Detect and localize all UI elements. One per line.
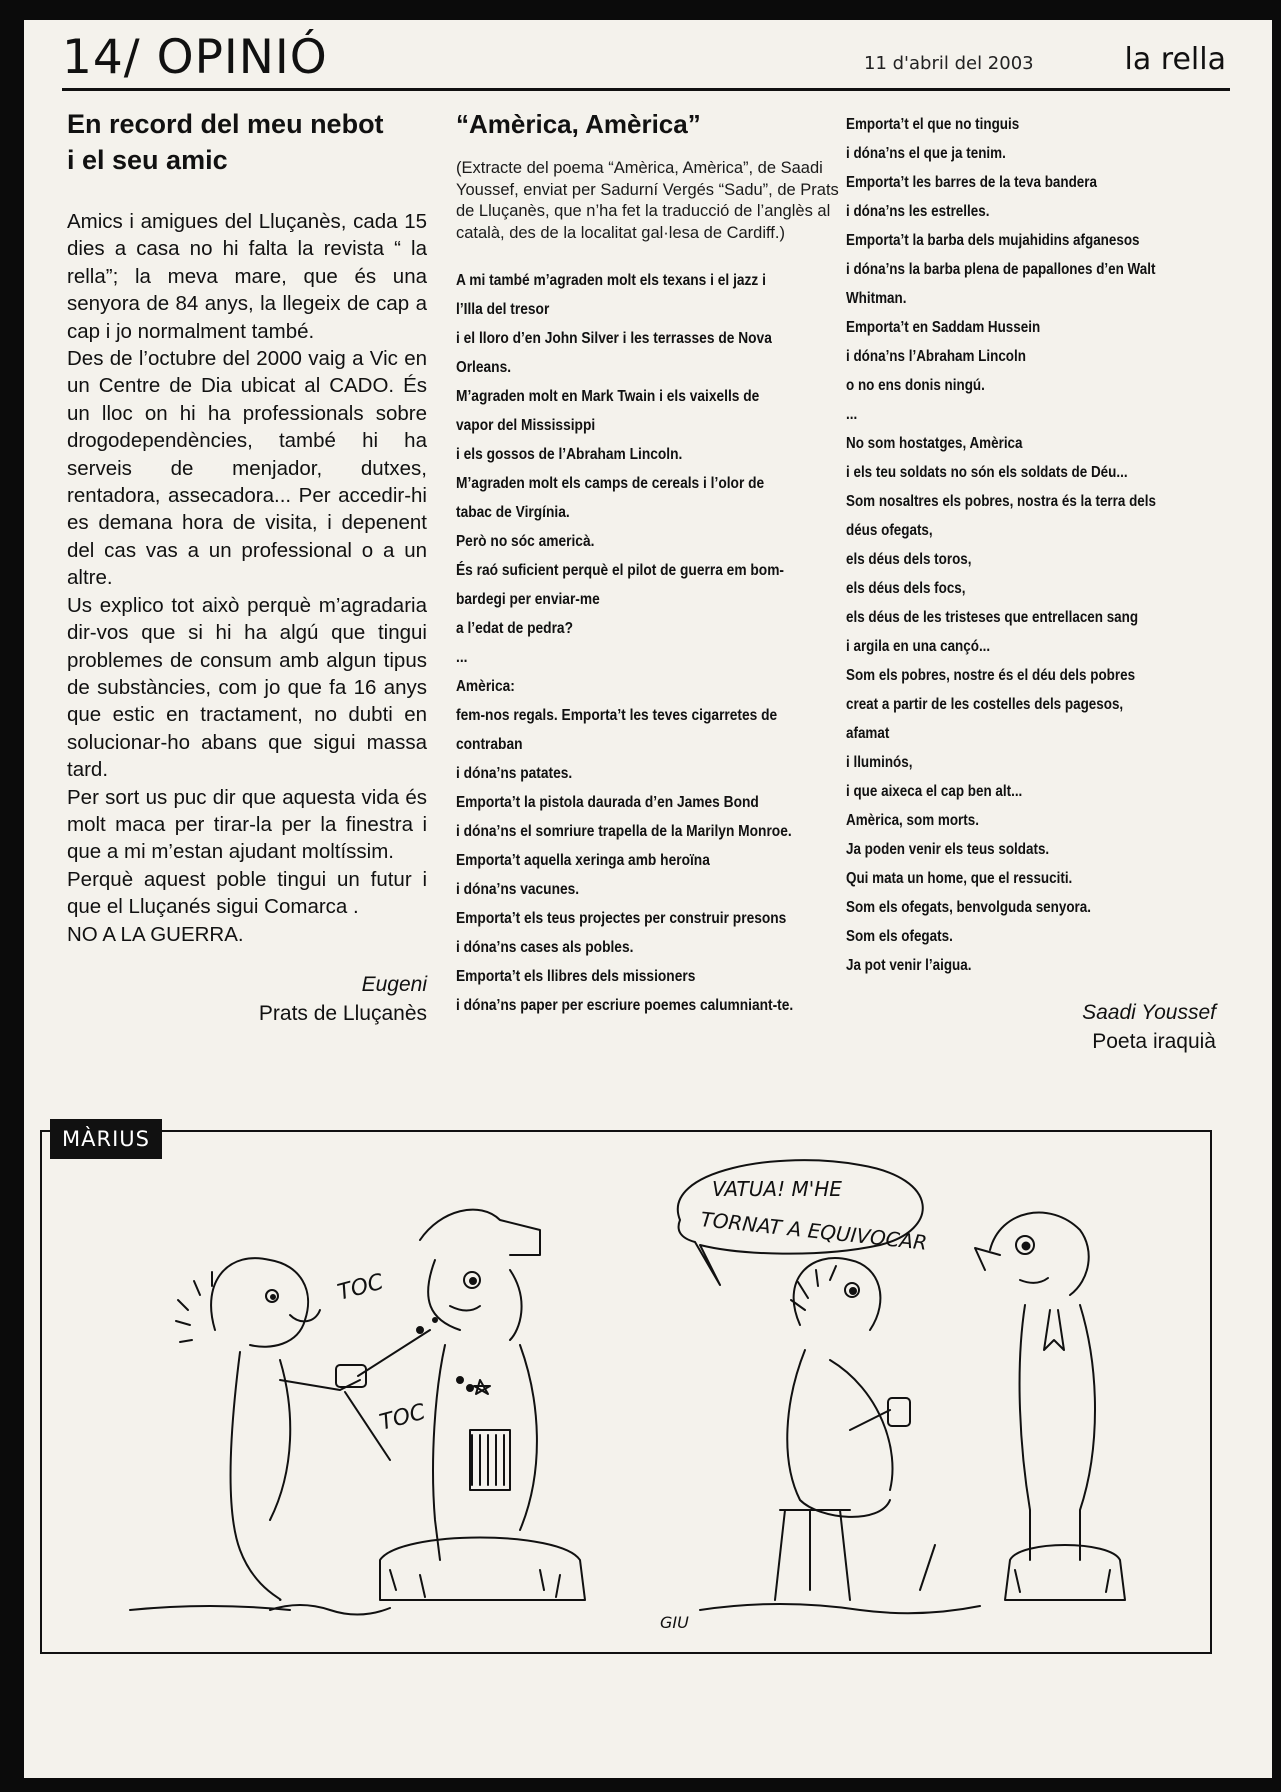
poem-line: Whitman. <box>846 290 907 307</box>
poem-line: vapor del Mississippi <box>456 417 596 434</box>
poem-line: a l’edat de pedra? <box>456 620 574 637</box>
poem-line: i dóna’ns les estrelles. <box>846 203 990 220</box>
poem-line: Emporta’t en Saddam Hussein <box>846 319 1041 336</box>
article-body <box>67 208 427 948</box>
poem-line: tabac de Virgínia. <box>456 504 570 521</box>
poem-line: Emporta’t els llibres dels missioners <box>456 968 696 985</box>
author-name: Eugeni <box>361 972 427 996</box>
poem-line: i dóna’ns l’Abraham Lincoln <box>846 348 1026 365</box>
poem-continuation <box>846 106 1244 1056</box>
poem-line: Som els pobres, nostre és el déu dels pobres <box>846 667 1136 684</box>
header-rule <box>62 88 1230 91</box>
poem-line: Emporta’t la barba dels mujahidins afganesos <box>846 232 1140 249</box>
paragraph: Perquè aquest poble tingui un futur i que el Lluçanés sigui Comarca . <box>67 867 427 919</box>
poem-line: Amèrica, som morts. <box>846 812 979 829</box>
article-title <box>67 106 427 178</box>
poem-column-2 <box>846 110 1244 980</box>
poem-line: Però no sóc americà. <box>456 533 595 550</box>
poem-line: i dóna’ns paper per escriure poemes calumniant-te. <box>456 997 794 1014</box>
poem-line: i dóna’ns cases als pobles. <box>456 939 634 956</box>
poem-line: bardegi per enviar-me <box>456 591 600 608</box>
poem-line: M’agraden molt en Mark Twain i els vaixells de <box>456 388 760 405</box>
poem-line: i el lloro d’en John Silver i les terrasses de Nova <box>456 330 772 347</box>
poem-line: i lluminós, <box>846 754 913 771</box>
poem-line: Emporta’t les barres de la teva bandera <box>846 174 1097 191</box>
poem-signature <box>846 998 1216 1056</box>
poem-line: Ja pot venir l’aigua. <box>846 957 972 974</box>
poem-line: Emporta’t la pistola daurada d’en James Bond <box>456 794 759 811</box>
poem-title: “Amèrica, Amèrica” <box>456 109 701 139</box>
magazine-name: la rella <box>1124 42 1226 77</box>
article-poem <box>456 106 846 1020</box>
poem-line: Som els ofegats, benvolguda senyora. <box>846 899 1091 916</box>
speech-text-line1: VATUA! M'HE <box>712 1177 842 1201</box>
poem-line: i dóna’ns vacunes. <box>456 881 580 898</box>
poem-line: Qui mata un home, que el ressuciti. <box>846 870 1073 887</box>
poem-line: o no ens donis ningú. <box>846 377 985 394</box>
speech-text-line2: TORNAT A EQUIVOCAR <box>699 1207 929 1255</box>
poet-role: Poeta iraquià <box>1092 1030 1216 1053</box>
poem-line: Emporta’t el que no tinguis <box>846 116 1020 133</box>
cartoonist-signature: GIU <box>660 1613 689 1632</box>
poem-line: i que aixeca el cap ben alt... <box>846 783 1023 800</box>
paragraph: Us explico tot això perquè m’agradaria dir-vos que si hi ha algú que tingui problemes de consum amb algun tipus de substàncies, com jo que fa 16 anys que estic en tractament, no dubti en solucionar-ho abans que sigui massa tard. <box>67 593 427 782</box>
poem-column-1 <box>456 266 809 1020</box>
poem-line: i dóna’ns patates. <box>456 765 573 782</box>
poem-line: Ja poden venir els teus soldats. <box>846 841 1050 858</box>
figure-sculptor-right <box>775 1258 935 1600</box>
poem-intro: (Extracte del poema “Amèrica, Amèrica”, de Saadi Youssef, enviat per Sadurní Vergés “Sadu”, de Prats de Lluçanès, que n’ha fet la traducció de l’anglès al català, des de la localitat gal·lesa de Cardiff.) <box>456 159 839 242</box>
author-place: Prats de Lluçanès <box>258 1001 427 1025</box>
poem-line: contraban <box>456 736 523 753</box>
article-signature <box>67 970 427 1028</box>
poem-line: A mi també m’agraden molt els texans i el jazz i <box>456 272 766 289</box>
poem-line: i argila en una cançó... <box>846 638 991 655</box>
article-letter <box>67 106 427 1028</box>
article-title-line1: En record del meu nebot <box>67 109 384 139</box>
sfx-toc-2: TOC <box>377 1399 429 1436</box>
poem-line: Amèrica: <box>456 678 515 695</box>
paragraph: NO A LA GUERRA. <box>67 922 244 946</box>
poem-line: afamat <box>846 725 890 742</box>
poem-line: i dóna’ns el somriure trapella de la Marilyn Monroe. <box>456 823 792 840</box>
article-title-line2: i el seu amic <box>67 145 228 175</box>
issue-date: 11 d'abril del 2003 <box>864 53 1034 74</box>
paragraph: Amics i amigues del Lluçanès, cada 15 dies a casa no hi falta la revista “ la rella”; la meva mare, que és una senyora de 84 anys, la llegeix de cap a cap i jo normalment també. <box>67 210 427 343</box>
poem-line: ... <box>456 649 468 666</box>
poet-name: Saadi Youssef <box>1082 1001 1216 1024</box>
section-title: 14/ OPINIÓ <box>62 30 328 85</box>
poem-line: Som nosaltres els pobres, nostra és la terra dels <box>846 493 1156 510</box>
poem-line: creat a partir de les costelles dels pagesos, <box>846 696 1124 713</box>
poem-line: i els gossos de l’Abraham Lincoln. <box>456 446 683 463</box>
poem-line: l’Illa del tresor <box>456 301 550 318</box>
poem-line: M’agraden molt els camps de cereals i l’olor de <box>456 475 765 492</box>
poem-line: fem-nos regals. Emporta’t les teves cigarretes de <box>456 707 778 724</box>
poem-line: els déus dels focs, <box>846 580 966 597</box>
poem-line: i dóna’ns el que ja tenim. <box>846 145 1006 162</box>
poem-line: És raó suficient perquè el pilot de guerra em bom- <box>456 562 785 579</box>
poem-line: ... <box>846 406 858 423</box>
cartoon-illustration <box>40 1130 1208 1650</box>
poem-line: i els teu soldats no són els soldats de Déu... <box>846 464 1128 481</box>
poem-line: els déus dels toros, <box>846 551 972 568</box>
paragraph: Per sort us puc dir que aquesta vida és molt maca per tirar-la per la finestra i que a mi m’estan ajudant moltíssim. <box>67 785 427 864</box>
cartoon-tag: MÀRIUS <box>50 1119 162 1159</box>
figure-statue-right <box>975 1213 1125 1600</box>
poem-line: Emporta’t aquella xeringa amb heroïna <box>456 852 710 869</box>
sfx-toc-1: TOC <box>335 1269 387 1306</box>
poem-line: déus ofegats, <box>846 522 933 539</box>
poem-line: Orleans. <box>456 359 512 376</box>
paragraph: Des de l’octubre del 2000 vaig a Vic en un Centre de Dia ubicat al CADO. És un lloc on hi ha professionals sobre drogodependències, també hi ha serveis de menjador, dutxes, rentadora, assecadora... Per accedir-hi es demana hora de visita, i depenent del cas vas a un professional o a un altre. <box>67 347 427 590</box>
poem-line: Som els ofegats. <box>846 928 953 945</box>
poem-line: i dóna’ns la barba plena de papallones d’en Walt <box>846 261 1156 278</box>
poem-line: els déus de les tristeses que entrellacen sang <box>846 609 1139 626</box>
poem-line: Emporta’t els teus projectes per construir presons <box>456 910 787 927</box>
poem-line: No som hostatges, Amèrica <box>846 435 1023 452</box>
